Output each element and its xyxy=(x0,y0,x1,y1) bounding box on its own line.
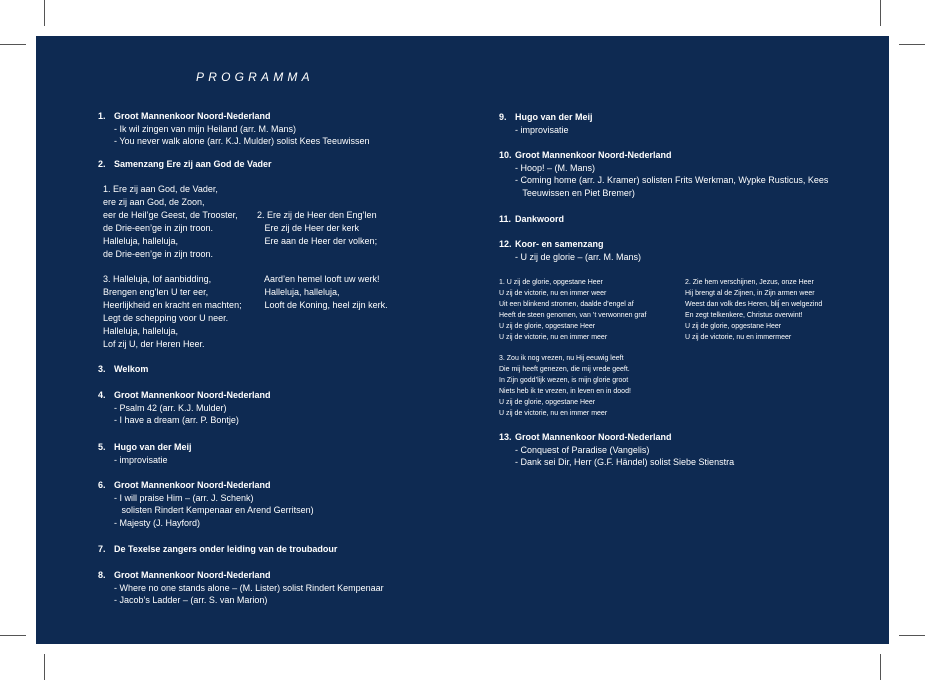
page-title: PROGRAMMA xyxy=(196,70,314,84)
song-verse: 2. Zie hem verschijnen, Jezus, onze Heer Hij brengt al de Zijnen, in Zijn armen weer Weest dan volk des Heren, blij́ en welgezind En zegt telkenkere, Christus overwint! U zij de glorie, opgestane Heer U zij de victorie, nu en immermeer xyxy=(685,279,823,342)
program-item: 1. Groot Mannenkoor Noord-Nederland - Ik wil zingen van mijn Heiland (arr. M. Mans) - You never walk alone (arr. K.J. Mulder) solist Kees Teeuwissen xyxy=(98,111,370,147)
crop-mark xyxy=(44,0,45,26)
hymn-verse: 1. Ere zij aan God, de Vader, ere zij aan God, de Zoon, eer de Heil’ge Geest, de Trooster, de Drie-een’ge in zijn troon. Halleluja, halleluja, de Drie-een’ge in zijn troon. xyxy=(103,184,238,259)
crop-mark xyxy=(899,635,925,636)
program-item: 11. Dankwoord xyxy=(499,214,565,224)
program-item: 6. Groot Mannenkoor Noord-Nederland - I will praise Him – (arr. J. Schenk) solisten Rindert Kempenaar en Arend Gerritsen) - Majesty (J. Hayford) xyxy=(98,480,314,528)
crop-mark xyxy=(44,654,45,680)
song-verse: 1. U zij de glorie, opgestane Heer U zij de victorie, nu en immer weer Uit een blinkend stromen, daalde d’engel af Heeft de steen genomen, van ’t verwonnen graf U zij de glorie, opgestane Heer U zij de victorie, nu en immer meer xyxy=(499,279,647,342)
crop-mark xyxy=(880,654,881,680)
hymn-verse: 3. Halleluja, lof aanbidding, Brengen eng’len U ter eer, Heerlijkheid en kracht en machten; Legt de schepping voor U neer. Halleluja, halleluja, Lof zij U, der Heren Heer. xyxy=(103,274,242,349)
crop-mark xyxy=(880,0,881,26)
crop-mark xyxy=(0,635,26,636)
crop-mark xyxy=(899,44,925,45)
program-item: 8. Groot Mannenkoor Noord-Nederland - Where no one stands alone – (M. Lister) solist Rindert Kempenaar - Jacob’s Ladder – (arr. S. van Marion) xyxy=(98,570,384,606)
program-item: 5. Hugo van der Meij - improvisatie xyxy=(98,442,192,465)
program-item: 13. Groot Mannenkoor Noord-Nederland - Conquest of Paradise (Vangelis) - Dank sei Dir, Herr (G.F. Händel) solist Siebe Stienstra xyxy=(499,432,735,468)
program-item: 4. Groot Mannenkoor Noord-Nederland - Psalm 42 (arr. K.J. Mulder) - I have a dream (arr. P. Bontje) xyxy=(98,390,271,426)
crop-mark xyxy=(0,44,26,45)
program-item: 2. Samenzang Ere zij aan God de Vader xyxy=(98,159,272,169)
hymn-verse: 2. Ere zij de Heer den Eng’len Ere zij de Heer der kerk Ere aan de Heer der volken; Aard’en hemel looft uw werk! Halleluja, halleluja, Looft de Koning, heel zijn kerk. xyxy=(257,209,388,311)
program-item: 3. Welkom xyxy=(98,364,149,374)
program-item: 12. Koor- en samenzang - U zij de glorie – (arr. M. Mans) xyxy=(499,239,642,262)
program-item: 7. De Texelse zangers onder leiding van de troubadour xyxy=(98,544,338,554)
program-item: 9. Hugo van der Meij - improvisatie xyxy=(499,112,593,135)
program-item: 10. Groot Mannenkoor Noord-Nederland - Hoop! – (M. Mans) - Coming home (arr. J. Kramer) solisten Frits Werkman, Wypke Rusticus, Kees Teeuwissen en Piet Bremer) xyxy=(499,150,829,198)
song-verse: 3. Zou ik nog vrezen, nu Hij eeuwig leeft Die mij heeft genezen, die mij vrede geeft. In Zijn godd’lijk wezen, is mijn glorie groot Niets heb ik te vrezen, in leven en in dood! U zij de glorie, opgestane Heer U zij de victorie, nu en immer meer xyxy=(499,355,631,418)
